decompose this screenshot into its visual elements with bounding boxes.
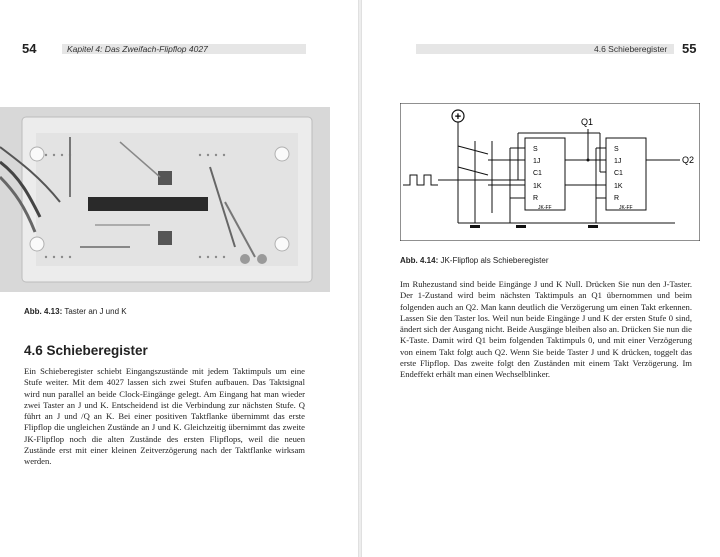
figure-caption-text: Taster an J und K (62, 307, 127, 316)
ff1-r-label: R (533, 195, 539, 202)
figure-caption-text: JK-Flipflop als Schieberegister (438, 256, 549, 265)
flipflop-2 (606, 138, 646, 210)
ff2-name: JK-FF (619, 205, 633, 211)
ff1-s-label: S (533, 146, 538, 153)
section-heading: 4.6 Schieberegister (24, 343, 148, 358)
section-header: 4.6 Schieberegister (594, 44, 668, 54)
figure-caption (400, 256, 549, 265)
q1-label: Q1 (581, 117, 594, 127)
page-number: 54 (22, 41, 37, 56)
ff1-j-label: 1J (533, 158, 541, 165)
power-symbol: + (454, 111, 462, 123)
figure-label: Abb. 4.14: (400, 256, 439, 265)
q2-label: Q2 (682, 155, 695, 165)
flipflop-1 (525, 138, 565, 210)
ff1-c-label: C1 (533, 170, 542, 177)
body-paragraph: Im Ruhezustand sind beide Eingänge J und K Null. Drücken Sie nun den J-Taster. Der 1-Zustand wird beim nächsten Taktimpuls an Q1 übernommen und beim folgenden auch an Q2. Man kann deutlich die Verzögerung um einen Takt erkennen. Lassen Sie den Taster los. Weil nun beide Eingänge J und K der ersten Stufe 0 sind, ändert sich der Ausgang nicht. Beide Ausgänge bleiben also an. Drücken Sie nun die K-Taste. Damit wird Q1 beim folgenden Taktimpuls 0, und mit einer Verzögerung von einem Takt folgt auch Q2. Wenn Sie beide Taster J und K drücken, toggelt das erste Flipflop. Das zweite folgt den Zuständen mit einem Takt Verzögerung. Im Endeffekt erhält man einen Wechselblinker. (400, 279, 692, 380)
ff1-k-label: 1K (533, 183, 542, 190)
page-number: 55 (682, 41, 697, 56)
body-paragraph: Ein Schieberegister schiebt Eingangszustände mit jedem Taktimpuls um eine Stufe weiter. Mit dem 4027 lassen sich zwei Stufen aufbauen. Das Taktsignal wird nun parallel an beide Clock-Eingänge gelegt. Am Eingang hat man wieder zwei Taster an J und K. Entscheidend ist die Verbindung zur nächsten Stufe. Q führt an J und /Q an K. Bei einer positiven Taktflanke übernimmt das erste Flipflop die ungleichen Zustände an J und K. Gleichzeitig übernimmt das zweite JK-Flipflop noch die alten Zustände des ersten Flipflops, weil die neuen Zustände erst mit einer kleinen Zeitverzögerung nach der Taktflanke wirksam werden. (24, 366, 305, 467)
left-page (0, 0, 358, 557)
ff2-j-label: 1J (614, 158, 622, 165)
figure-caption (24, 307, 127, 316)
ff1-name: JK-FF (538, 205, 552, 211)
circuit-diagram (400, 103, 700, 241)
breadboard-photo (0, 107, 330, 292)
figure-label: Abb. 4.13: (24, 307, 63, 316)
chapter-header: Kapitel 4: Das Zweifach-Flipflop 4027 (67, 44, 208, 54)
ff2-k-label: 1K (614, 183, 623, 190)
right-page (362, 0, 720, 557)
ff2-s-label: S (614, 146, 619, 153)
ff2-r-label: R (614, 195, 620, 202)
ff2-c-label: C1 (614, 170, 623, 177)
